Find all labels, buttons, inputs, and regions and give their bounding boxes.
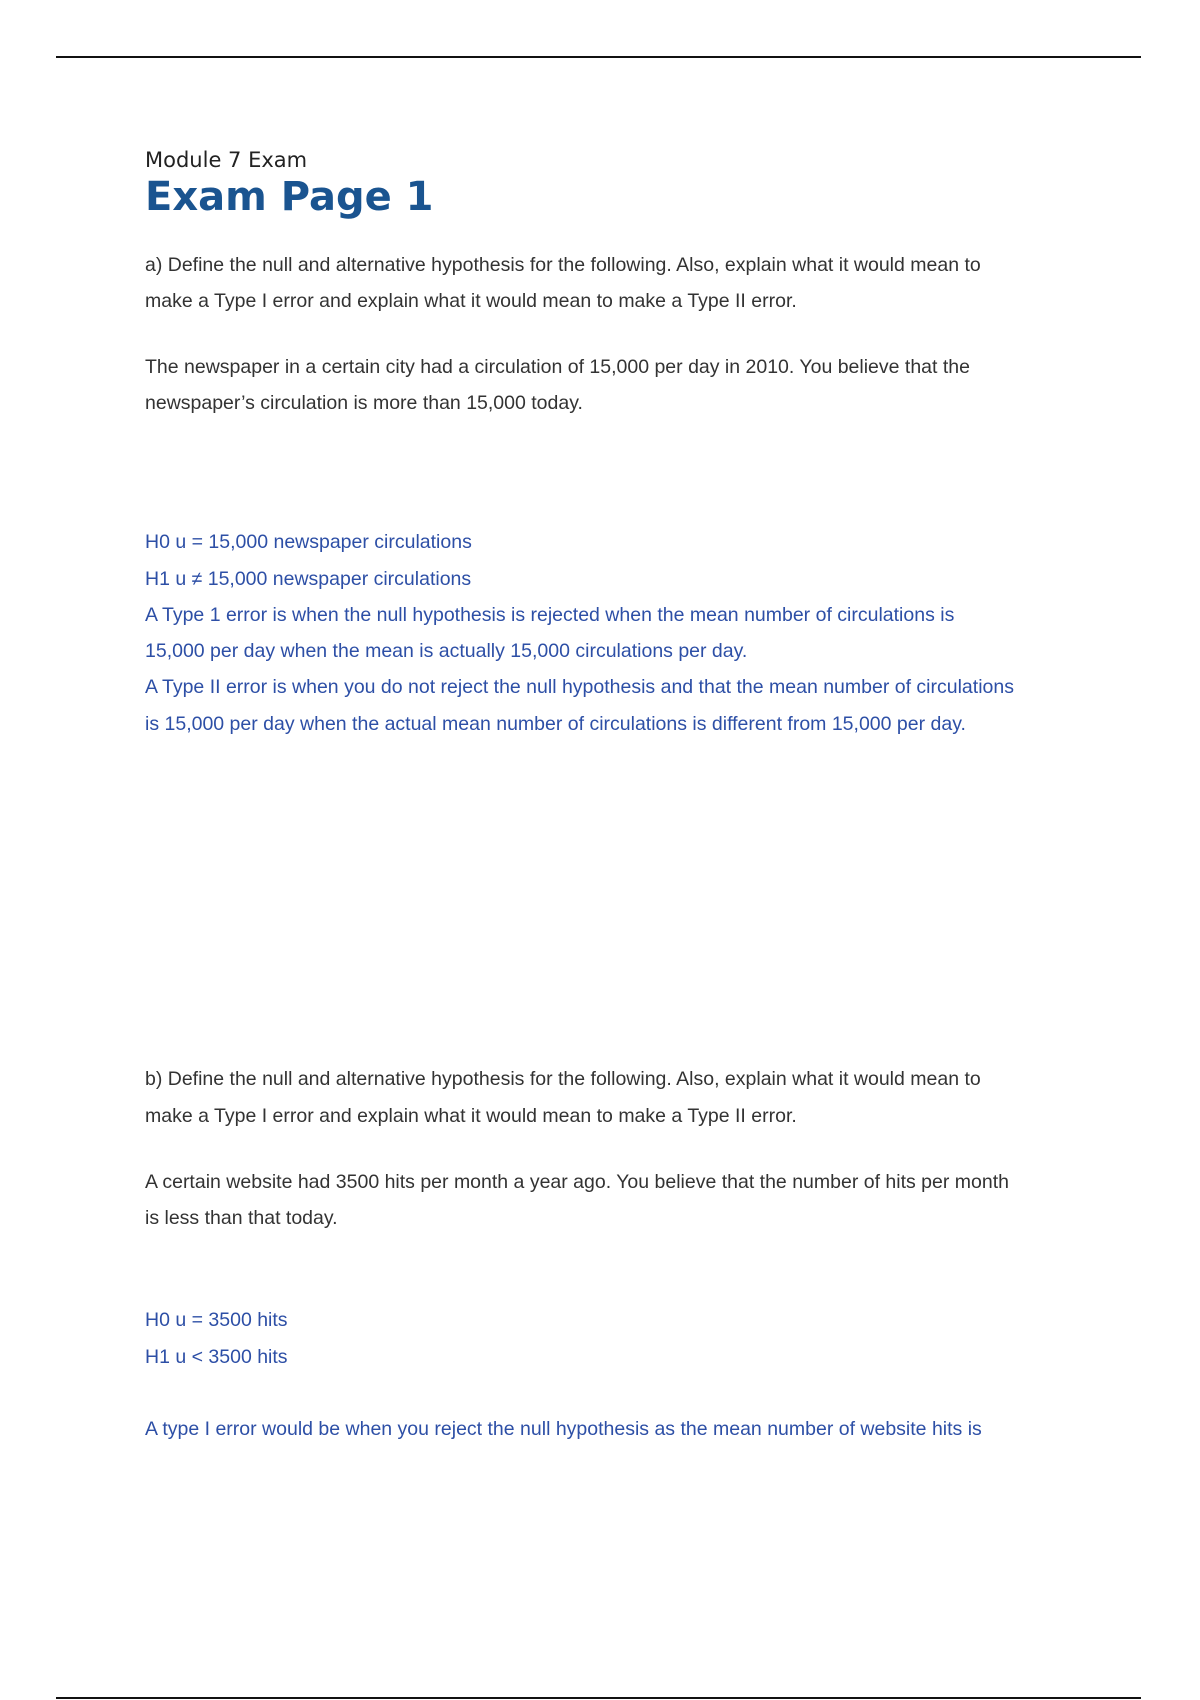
answer-a-type1: 15,000 per day when the mean is actually 15,000 circulations per day. <box>145 640 748 662</box>
top-rule <box>56 56 1141 58</box>
answer-a-type2: is 15,000 per day when the actual mean number of circulations is different from 15,000 per day. <box>145 713 966 735</box>
question-a-scenario: newspaper’s circulation is more than 15,000 today. <box>145 392 583 414</box>
answer-b-h0: H0 u = 3500 hits <box>145 1309 288 1331</box>
module-label: Module 7 Exam <box>145 148 308 172</box>
question-b-prompt: b) Define the null and alternative hypothesis for the following. Also, explain what it would mean to <box>145 1068 981 1090</box>
answer-a-type1: A Type 1 error is when the null hypothesis is rejected when the mean number of circulations is <box>145 604 955 626</box>
question-a-scenario: The newspaper in a certain city had a circulation of 15,000 per day in 2010. You believe that the <box>145 356 970 378</box>
answer-b-type1: A type I error would be when you reject the null hypothesis as the mean number of website hits is <box>145 1418 982 1440</box>
answer-b-h1: H1 u < 3500 hits <box>145 1346 288 1368</box>
question-b-prompt: make a Type I error and explain what it would mean to make a Type II error. <box>145 1105 797 1127</box>
question-a-prompt: a) Define the null and alternative hypothesis for the following. Also, explain what it would mean to <box>145 254 981 276</box>
answer-a-h0: H0 u = 15,000 newspaper circulations <box>145 531 472 553</box>
answer-a-type2: A Type II error is when you do not reject the null hypothesis and that the mean number of circulations <box>145 676 1014 698</box>
question-b-scenario: A certain website had 3500 hits per month a year ago. You believe that the number of hits per month <box>145 1171 1009 1193</box>
question-a-prompt: make a Type I error and explain what it would mean to make a Type II error. <box>145 290 797 312</box>
question-b-scenario: is less than that today. <box>145 1207 338 1229</box>
bottom-rule <box>56 1697 1141 1699</box>
page-title: Exam Page 1 <box>145 174 434 220</box>
answer-a-h1: H1 u ≠ 15,000 newspaper circulations <box>145 568 472 590</box>
